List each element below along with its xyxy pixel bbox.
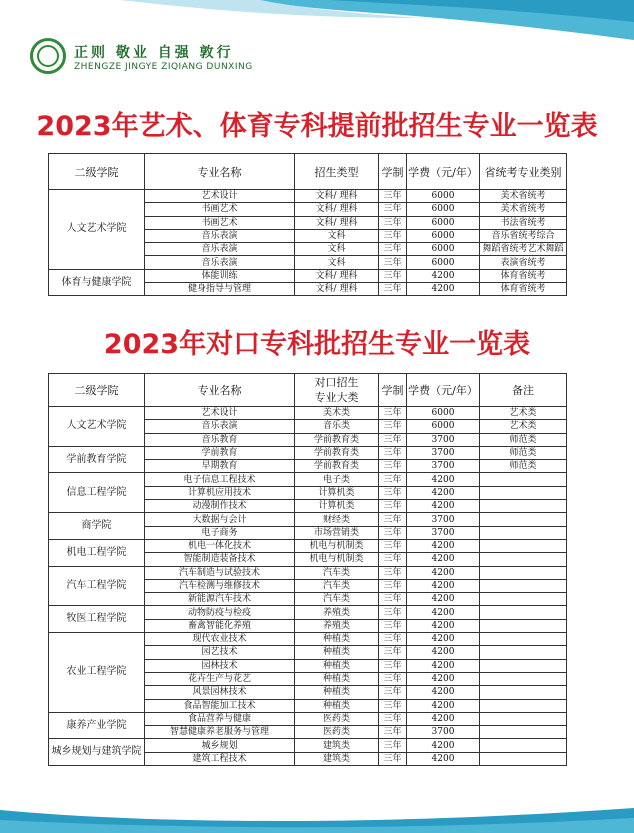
remark-cell: 美术省统考 [480,190,567,203]
remark-cell [480,726,567,739]
remark-cell [480,672,567,685]
table-header-row [49,374,567,407]
major-cell: 音乐表演 [145,420,295,433]
remark-cell [480,500,567,513]
tuition-cell: 4200 [407,606,480,619]
college-cell: 康养产业学院 [49,712,145,739]
header-cell: 专业名称 [145,374,295,407]
category-cell: 种植类 [295,672,379,685]
category-cell: 机电与机制类 [295,539,379,552]
duration-cell: 三年 [379,190,407,203]
header-cell: 二级学院 [49,374,145,407]
major-cell: 汽车检测与维修技术 [145,579,295,592]
college-cell: 人文艺术学院 [49,407,145,447]
remark-cell [480,686,567,699]
major-cell: 体能训练 [145,269,295,282]
remark-cell [480,752,567,765]
remark-cell [480,659,567,672]
major-cell: 食品智能加工技术 [145,699,295,712]
category-cell: 医药类 [295,726,379,739]
category-cell: 计算机类 [295,500,379,513]
footer-wave [0,800,634,833]
art-sports-table [48,153,567,296]
table1-title: 2023年艺术、体育专科提前批招生专业一览表 [36,111,598,142]
tuition-cell: 3700 [407,446,480,459]
category-cell: 养殖类 [295,619,379,632]
category-cell: 种植类 [295,699,379,712]
major-cell: 现代农业技术 [145,633,295,646]
category-cell: 财经类 [295,513,379,526]
duration-cell: 三年 [379,216,407,229]
tuition-cell: 4200 [407,500,480,513]
college-cell: 学前教育学院 [49,446,145,473]
tuition-cell: 4200 [407,283,480,296]
remark-cell [480,633,567,646]
tuition-cell: 3700 [407,726,480,739]
tuition-cell: 4200 [407,739,480,752]
header-cell: 省统考专业类别 [480,154,567,190]
duration-cell: 三年 [379,659,407,672]
tuition-cell: 4200 [407,686,480,699]
duration-cell: 三年 [379,283,407,296]
remark-cell: 舞蹈省统考艺术舞蹈 [480,243,567,256]
table-row [49,407,567,420]
tuition-cell: 4200 [407,752,480,765]
header-cell: 对口招生专业大类 [295,374,379,407]
duration-cell: 三年 [379,553,407,566]
category-cell: 种植类 [295,686,379,699]
header-cell: 备注 [480,374,567,407]
remark-cell: 艺术类 [480,420,567,433]
college-cell: 商学院 [49,513,145,540]
remark-cell: 体育省统考 [480,283,567,296]
table-row [49,446,567,459]
table-row [49,633,567,646]
major-cell: 大数据与会计 [145,513,295,526]
category-cell: 汽车类 [295,566,379,579]
tuition-cell: 4200 [407,593,480,606]
remark-cell: 美术省统考 [480,203,567,216]
duration-cell: 三年 [379,752,407,765]
duration-cell: 三年 [379,513,407,526]
category-cell: 医药类 [295,712,379,725]
table-row [49,473,567,486]
tuition-cell: 4200 [407,269,480,282]
tuition-cell: 3700 [407,433,480,446]
remark-cell: 师范类 [480,460,567,473]
category-cell: 文科 [295,243,379,256]
category-cell: 电子类 [295,473,379,486]
category-cell: 学前教育类 [295,446,379,459]
category-cell: 养殖类 [295,606,379,619]
tuition-cell: 4200 [407,473,480,486]
category-cell: 学前教育类 [295,460,379,473]
major-cell: 城乡规划 [145,739,295,752]
remark-cell: 师范类 [480,446,567,459]
remark-cell: 师范类 [480,433,567,446]
remark-cell [480,473,567,486]
college-cell: 信息工程学院 [49,473,145,513]
major-cell: 健身指导与管理 [145,283,295,296]
major-cell: 书画艺术 [145,203,295,216]
remark-cell [480,513,567,526]
duration-cell: 三年 [379,243,407,256]
duration-cell: 三年 [379,407,407,420]
major-cell: 电子商务 [145,526,295,539]
duration-cell: 三年 [379,579,407,592]
category-cell: 市场营销类 [295,526,379,539]
remark-cell: 书法省统考 [480,216,567,229]
tuition-cell: 6000 [407,190,480,203]
category-cell: 文科/ 理科 [295,190,379,203]
remark-cell: 表演省统考 [480,256,567,269]
category-cell: 文科/ 理科 [295,269,379,282]
school-logo [30,38,66,74]
category-cell: 美术类 [295,407,379,420]
major-cell: 新能源汽车技术 [145,593,295,606]
remark-cell [480,553,567,566]
header-cell: 专业名称 [145,154,295,190]
duration-cell: 三年 [379,473,407,486]
table-row [49,513,567,526]
college-cell: 人文艺术学院 [49,190,145,270]
duration-cell: 三年 [379,672,407,685]
vocational-table [48,373,567,766]
remark-cell [480,712,567,725]
remark-cell [480,579,567,592]
remark-cell [480,593,567,606]
major-cell: 园林技术 [145,659,295,672]
table2-title: 2023年对口专科批招生专业一览表 [103,329,531,360]
table-body [49,407,567,766]
tuition-cell: 3700 [407,526,480,539]
duration-cell: 三年 [379,606,407,619]
duration-cell: 三年 [379,269,407,282]
duration-cell: 三年 [379,633,407,646]
duration-cell: 三年 [379,203,407,216]
tuition-cell: 4200 [407,579,480,592]
college-cell: 农业工程学院 [49,633,145,713]
major-cell: 动物防疫与检疫 [145,606,295,619]
remark-cell: 艺术类 [480,407,567,420]
college-cell: 汽车工程学院 [49,566,145,606]
tuition-cell: 6000 [407,229,480,242]
tuition-cell: 3700 [407,513,480,526]
category-cell: 学前教育类 [295,433,379,446]
major-cell: 建筑工程技术 [145,752,295,765]
major-cell: 艺术设计 [145,407,295,420]
duration-cell: 三年 [379,646,407,659]
table-row [49,190,567,203]
duration-cell: 三年 [379,460,407,473]
major-cell: 音乐表演 [145,243,295,256]
table-row [49,739,567,752]
table-header-row [49,154,567,190]
category-cell: 建筑类 [295,752,379,765]
duration-cell: 三年 [379,539,407,552]
major-cell: 艺术设计 [145,190,295,203]
duration-cell: 三年 [379,699,407,712]
tuition-cell: 6000 [407,420,480,433]
major-cell: 智能制造装备技术 [145,553,295,566]
header-cell: 学费（元/年） [407,374,480,407]
remark-cell [480,486,567,499]
table-row [49,712,567,725]
college-cell: 城乡规划与建筑学院 [49,739,145,766]
category-cell: 种植类 [295,659,379,672]
category-cell: 计算机类 [295,486,379,499]
category-cell: 音乐类 [295,420,379,433]
tuition-cell: 6000 [407,216,480,229]
school-motto: 正则 敬业 自强 敦行 [74,45,234,61]
duration-cell: 三年 [379,619,407,632]
category-cell: 文科/ 理科 [295,216,379,229]
major-cell: 音乐表演 [145,229,295,242]
major-cell: 音乐教育 [145,433,295,446]
major-cell: 畜禽智能化养殖 [145,619,295,632]
remark-cell [480,739,567,752]
college-cell: 体育与健康学院 [49,269,145,296]
remark-cell [480,526,567,539]
tuition-cell: 4200 [407,712,480,725]
tuition-cell: 4200 [407,486,480,499]
tuition-cell: 6000 [407,203,480,216]
major-cell: 风景园林技术 [145,686,295,699]
table-row [49,606,567,619]
tuition-cell: 6000 [407,407,480,420]
major-cell: 食品营养与健康 [145,712,295,725]
category-cell: 种植类 [295,646,379,659]
category-cell: 种植类 [295,633,379,646]
tuition-cell: 4200 [407,699,480,712]
tuition-cell: 4200 [407,553,480,566]
table-row [49,539,567,552]
category-cell: 文科/ 理科 [295,283,379,296]
table-body [49,190,567,296]
school-motto-english: ZHENGZE JINGYE ZIQIANG DUNXING [74,62,253,72]
category-cell: 文科 [295,229,379,242]
major-cell: 园艺技术 [145,646,295,659]
tuition-cell: 4200 [407,659,480,672]
duration-cell: 三年 [379,256,407,269]
remark-cell: 音乐省统考综合 [480,229,567,242]
header-cell: 二级学院 [49,154,145,190]
table-row [49,269,567,282]
duration-cell: 三年 [379,500,407,513]
tuition-cell: 6000 [407,256,480,269]
tuition-cell: 4200 [407,646,480,659]
tuition-cell: 4200 [407,539,480,552]
remark-cell [480,699,567,712]
category-cell: 汽车类 [295,579,379,592]
category-cell: 汽车类 [295,593,379,606]
category-cell: 建筑类 [295,739,379,752]
major-cell: 计算机应用技术 [145,486,295,499]
header-banner [0,0,634,84]
major-cell: 音乐表演 [145,256,295,269]
tuition-cell: 3700 [407,460,480,473]
tuition-cell: 4200 [407,566,480,579]
table-row [49,566,567,579]
duration-cell: 三年 [379,686,407,699]
major-cell: 花卉生产与花艺 [145,672,295,685]
major-cell: 机电一体化技术 [145,539,295,552]
major-cell: 智慧健康养老服务与管理 [145,726,295,739]
college-cell: 牧医工程学院 [49,606,145,633]
duration-cell: 三年 [379,526,407,539]
tuition-cell: 6000 [407,243,480,256]
major-cell: 早期教育 [145,460,295,473]
header-cell: 招生类型 [295,154,379,190]
header-cell: 学费（元/年） [407,154,480,190]
major-cell: 动漫制作技术 [145,500,295,513]
duration-cell: 三年 [379,726,407,739]
remark-cell [480,606,567,619]
duration-cell: 三年 [379,593,407,606]
duration-cell: 三年 [379,566,407,579]
remark-cell [480,539,567,552]
duration-cell: 三年 [379,420,407,433]
category-cell: 文科 [295,256,379,269]
remark-cell [480,646,567,659]
tuition-cell: 4200 [407,619,480,632]
remark-cell: 体育省统考 [480,269,567,282]
duration-cell: 三年 [379,486,407,499]
major-cell: 书画艺术 [145,216,295,229]
header-cell: 学制 [379,374,407,407]
remark-cell [480,619,567,632]
header-cell: 学制 [379,154,407,190]
major-cell: 电子信息工程技术 [145,473,295,486]
major-cell: 汽车制造与试验技术 [145,566,295,579]
duration-cell: 三年 [379,433,407,446]
category-cell: 机电与机制类 [295,553,379,566]
remark-cell [480,566,567,579]
duration-cell: 三年 [379,739,407,752]
tuition-cell: 4200 [407,633,480,646]
duration-cell: 三年 [379,229,407,242]
tuition-cell: 4200 [407,672,480,685]
college-cell: 机电工程学院 [49,539,145,566]
major-cell: 学前教育 [145,446,295,459]
duration-cell: 三年 [379,712,407,725]
duration-cell: 三年 [379,446,407,459]
category-cell: 文科/ 理科 [295,203,379,216]
